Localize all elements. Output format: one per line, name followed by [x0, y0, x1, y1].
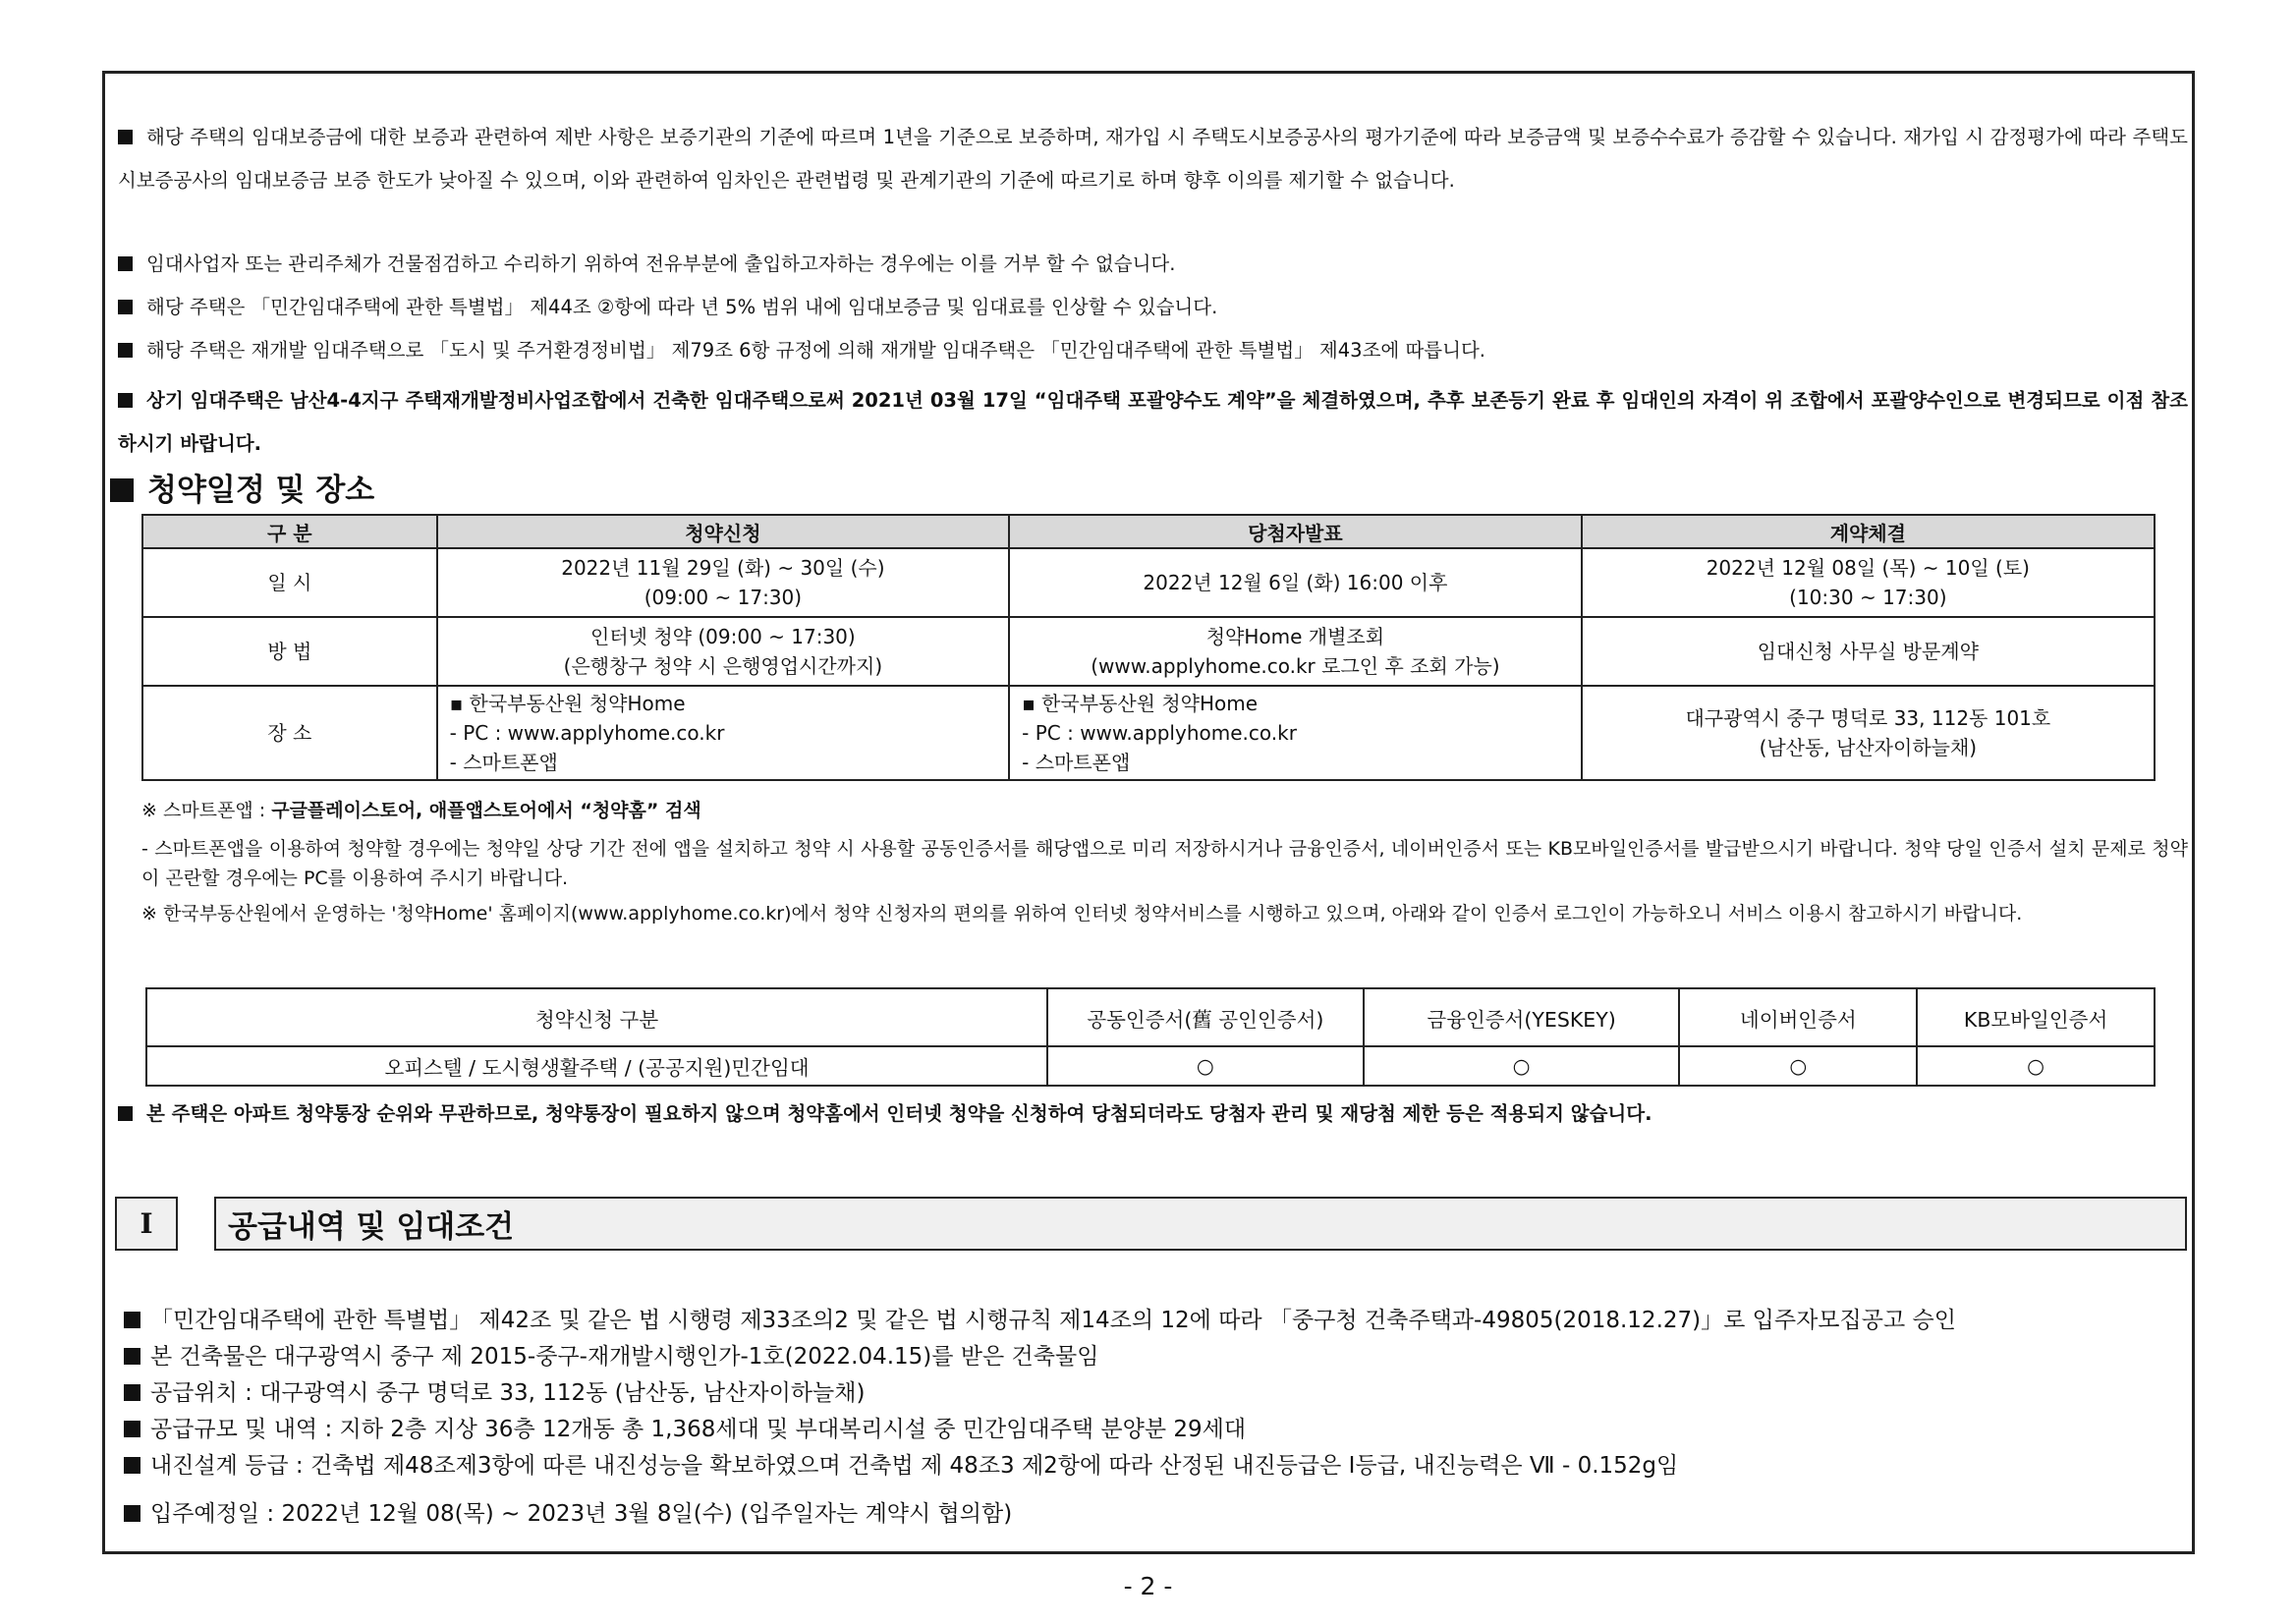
table-cell: 2022년 12월 6일 (화) 16:00 이후	[1009, 548, 1582, 617]
square-bullet-icon	[110, 478, 134, 502]
intro-bullet-2: 임대사업자 또는 관리주체가 건물점검하고 수리하기 위하여 전유부분에 출입하고자하는 경우에는 이를 거부 할 수 없습니다.	[118, 250, 2188, 279]
table-cell: 인터넷 청약 (09:00 ~ 17:30) (은행창구 청약 시 은행영업시간까지)	[437, 617, 1010, 686]
square-bullet-icon	[124, 1457, 140, 1474]
section-title: 공급내역 및 임대조건	[214, 1197, 2187, 1251]
square-bullet-icon	[124, 1384, 140, 1401]
square-bullet-icon	[118, 130, 133, 144]
table-header: 구 분	[142, 515, 437, 548]
note-smartphone-app: ※ 스마트폰앱 : 구글플레이스토어, 애플앱스토어에서 “청약홈” 검색	[141, 800, 701, 821]
supply-item: 입주예정일 : 2022년 12월 08(목) ~ 2023년 3월 8일(수) (입주일자는 계약시 협의함)	[124, 1497, 1012, 1531]
note-app-install: - 스마트폰앱을 이용하여 청약할 경우에는 청약일 상당 기간 전에 앱을 설치하고 청약 시 사용할 공동인증서를 해당앱으로 미리 저장하시거나 금융인증서, 네이버인증서 또는 KB모바일인증서를 발급받으시기 바랍니다. 청약 당일 인증서 설치 문제로 청약이 곤란할 경우에는 PC를 이용하여 주시기 바랍니다.	[141, 838, 2188, 889]
table-row	[142, 686, 2155, 780]
table-cell: ○	[1917, 1046, 2155, 1086]
table-header-row	[142, 515, 2155, 548]
bold-notice: 본 주택은 아파트 청약통장 순위와 무관하므로, 청약통장이 필요하지 않으며 청약홈에서 인터넷 청약을 신청하여 당첨되더라도 당첨자 관리 및 재당첨 제한 등은 적용되지 않습니다.	[118, 1099, 2188, 1129]
square-bullet-icon	[124, 1505, 140, 1522]
square-bullet-icon	[124, 1421, 140, 1437]
table-header: 청약신청 구분	[146, 988, 1047, 1046]
table-cell: 2022년 12월 08일 (목) ~ 10일 (토) (10:30 ~ 17:30)	[1582, 548, 2155, 617]
table-header: 계약체결	[1582, 515, 2155, 548]
supply-item: 내진설계 등급 : 건축법 제48조제3항에 따른 내진성능을 확보하였으며 건축법 제 48조3 제2항에 따라 산정된 내진등급은 Ⅰ등급, 내진능력은 Ⅶ - 0.152g임	[124, 1449, 1678, 1483]
table-cell: 임대신청 사무실 방문계약	[1582, 617, 2155, 686]
table-cell: ▪ 한국부동산원 청약Home - PC : www.applyhome.co.kr - 스마트폰앱	[437, 686, 1010, 780]
schedule-title: 청약일정 및 장소	[110, 465, 374, 509]
table-header: 금융인증서(YESKEY)	[1364, 988, 1680, 1046]
table-header: 공동인증서(舊 공인인증서)	[1047, 988, 1364, 1046]
table-header: 네이버인증서	[1679, 988, 1917, 1046]
row-label: 장 소	[142, 686, 437, 780]
table-cell: ○	[1679, 1046, 1917, 1086]
square-bullet-icon	[118, 343, 133, 358]
square-bullet-icon	[118, 393, 133, 408]
intro-bullet-3: 해당 주택은 「민간임대주택에 관한 특별법」 제44조 ②항에 따라 년 5% 범위 내에 임대보증금 및 임대료를 인상할 수 있습니다.	[118, 293, 2188, 322]
square-bullet-icon	[124, 1348, 140, 1365]
row-label: 방 법	[142, 617, 437, 686]
table-header: 당첨자발표	[1009, 515, 1582, 548]
certificate-table	[145, 987, 2156, 1087]
intro-bullet-4: 해당 주택은 재개발 임대주택으로 「도시 및 주거환경정비법」 제79조 6항 규정에 의해 재개발 임대주택은 「민간임대주택에 관한 특별법」 제43조에 따릅니다.	[118, 336, 2188, 365]
table-cell: 청약Home 개별조회 (www.applyhome.co.kr 로그인 후 조회 가능)	[1009, 617, 1582, 686]
table-cell: ○	[1047, 1046, 1364, 1086]
square-bullet-icon	[118, 1106, 133, 1121]
table-cell: 2022년 11월 29일 (화) ~ 30일 (수) (09:00 ~ 17:30)	[437, 548, 1010, 617]
row-label: 일 시	[142, 548, 437, 617]
table-cell: 오피스텔 / 도시형생활주택 / (공공지원)민간임대	[146, 1046, 1047, 1086]
table-row	[146, 1046, 2155, 1086]
supply-item: 공급규모 및 내역 : 지하 2층 지상 36층 12개동 총 1,368세대 및 부대복리시설 중 민간임대주택 분양분 29세대	[124, 1413, 1246, 1446]
square-bullet-icon	[124, 1312, 140, 1328]
table-header-row	[146, 988, 2155, 1046]
intro-bullet-5: 상기 임대주택은 남산4-4지구 주택재개발정비사업조합에서 건축한 임대주택으로써 2021년 03월 17일 “임대주택 포괄양수도 계약”을 체결하였으며, 추후 보존등기 완료 후 임대인의 자격이 위 조합에서 포괄양수인으로 변경되므로 이점 참조하시기 바랍니다.	[118, 389, 2188, 455]
square-bullet-icon	[118, 256, 133, 271]
supply-item: 공급위치 : 대구광역시 중구 명덕로 33, 112동 (남산동, 남산자이하늘채)	[124, 1376, 865, 1410]
table-row	[142, 617, 2155, 686]
square-bullet-icon	[118, 300, 133, 314]
table-cell: ○	[1364, 1046, 1680, 1086]
table-header: KB모바일인증서	[1917, 988, 2155, 1046]
table-row	[142, 548, 2155, 617]
supply-item: 「민간임대주택에 관한 특별법」 제42조 및 같은 법 시행령 제33조의2 및 같은 법 시행규칙 제14조의 12에 따라 「중구청 건축주택과-49805(2018.12.27)」로 입주자모집공고 승인	[124, 1304, 1956, 1337]
note-applyhome: ※ 한국부동산원에서 운영하는 '청약Home' 홈페이지(www.applyhome.co.kr)에서 청약 신청자의 편의를 위하여 인터넷 청약서비스를 시행하고 있으며, 아래와 같이 인증서 로그인이 가능하오니 서비스 이용시 참고하시기 바랍니다.	[141, 903, 2023, 924]
schedule-table	[141, 514, 2156, 781]
section-number: I	[115, 1197, 178, 1251]
page-number: - 2 -	[1123, 1572, 1173, 1600]
table-cell: 대구광역시 중구 명덕로 33, 112동 101호 (남산동, 남산자이하늘채)	[1582, 686, 2155, 780]
table-cell: ▪ 한국부동산원 청약Home - PC : www.applyhome.co.kr - 스마트폰앱	[1009, 686, 1582, 780]
intro-bullet-1: 해당 주택의 임대보증금에 대한 보증과 관련하여 제반 사항은 보증기관의 기준에 따르며 1년을 기준으로 보증하며, 재가입 시 주택도시보증공사의 평가기준에 따라 보증금액 및 보증수수료가 증감할 수 있습니다. 재가입 시 감정평가에 따라 주택도시보증공사의 임대보증금 보증 한도가 낮아질 수 있으며, 이와 관련하여 임차인은 관련법령 및 관계기관의 기준에 따르기로 하며 향후 이의를 제기할 수 없습니다.	[118, 126, 2188, 192]
table-header: 청약신청	[437, 515, 1010, 548]
supply-item: 본 건축물은 대구광역시 중구 제 2015-중구-재개발시행인가-1호(2022.04.15)를 받은 건축물임	[124, 1340, 1098, 1373]
